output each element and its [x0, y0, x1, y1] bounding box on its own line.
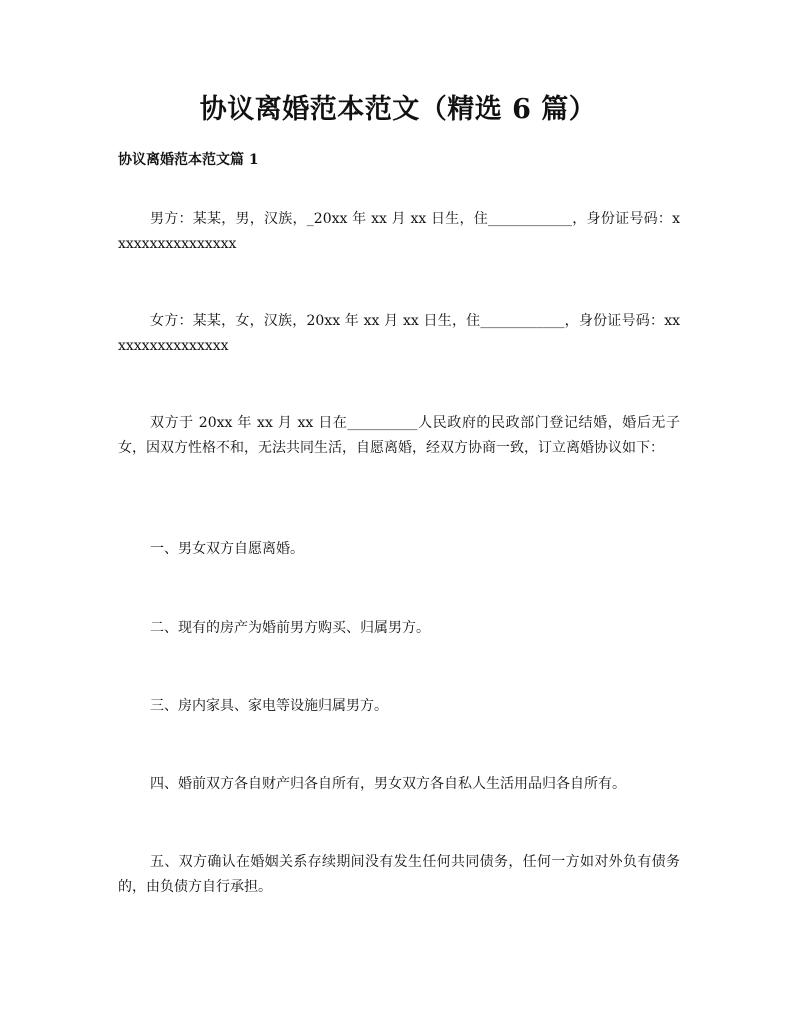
clause-1: 一、男女双方自愿离婚。: [150, 541, 304, 557]
clause-2: 二、现有的房产为婚前男方购买、归属男方。: [150, 620, 430, 636]
clause-3: 三、房内家具、家电等设施归属男方。: [150, 698, 388, 714]
clause-5: 五、双方确认在婚姻关系存续期间没有发生任何共同债务，任何一方如对外负有债务的，由负债方自行承担。: [118, 854, 680, 895]
document-title: 协议离婚范本范文（精选 6 篇）: [199, 94, 597, 125]
paragraph-marriage-registration: 双方于 20xx 年 xx 月 xx 日在__________人民政府的民政部门登记结婚，婚后无子女，因双方性格不和，无法共同生活，自愿离婚，经双方协商一致，订立离婚协议如下：: [118, 415, 680, 456]
paragraph-male-party: 男方：某某，男，汉族，_20xx 年 xx 月 xx 日生，住____________，身份证号码：xxxxxxxxxxxxxxxx: [118, 211, 680, 252]
paragraph-female-party: 女方：某某，女，汉族，20xx 年 xx 月 xx 日生，住____________，身份证号码：xxxxxxxxxxxxxxxx: [118, 313, 680, 354]
section-heading: 协议离婚范本范文篇 1: [118, 152, 259, 168]
clause-4: 四、婚前双方各自财产归各自所有，男女双方各自私人生活用品归各自所有。: [150, 776, 626, 792]
